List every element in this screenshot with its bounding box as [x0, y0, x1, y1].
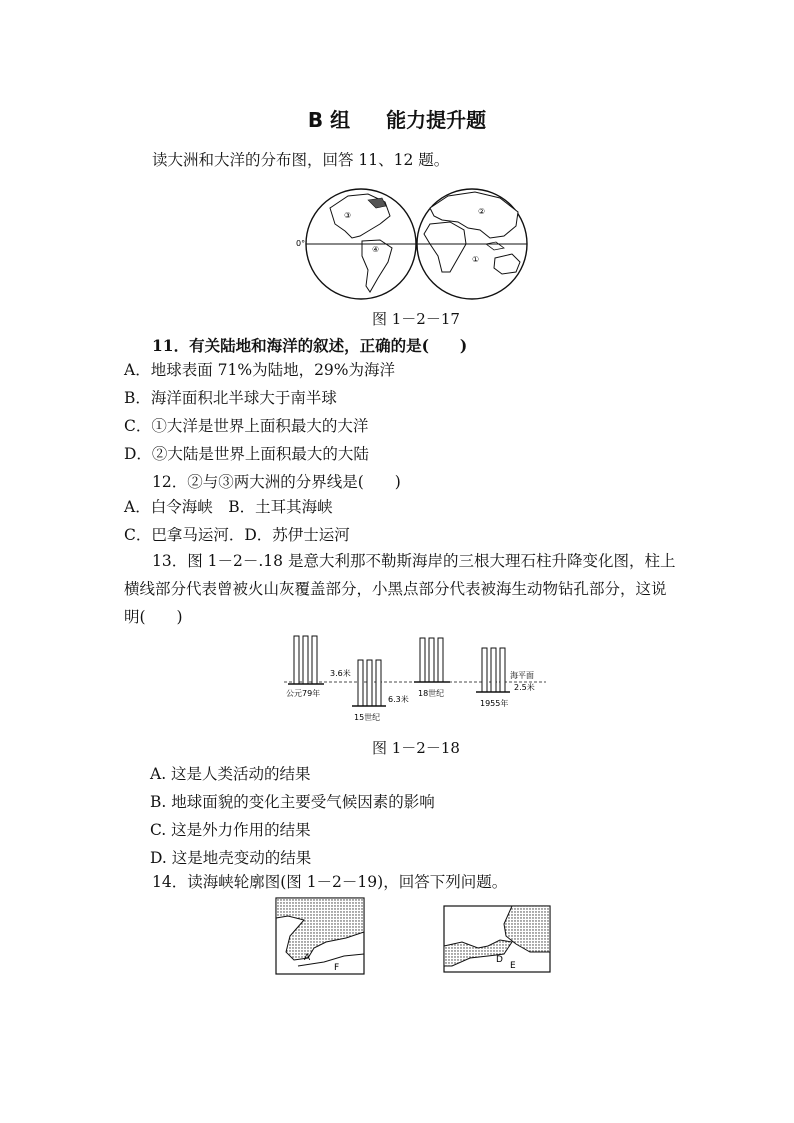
q11-options [124, 356, 395, 468]
marker-3: ③ [344, 211, 352, 220]
equator-label: 0° [296, 239, 306, 248]
label-1955: 1955年 [480, 699, 509, 708]
strait-map-left [276, 898, 364, 974]
q12-options-row1: A．白令海峡 B．土耳其海峡 [124, 498, 333, 516]
q11-option-a: A．地球表面 71%为陆地，29%为海洋 [124, 361, 396, 379]
q11-option-d: D．②大陆是世界上面积最大的大陆 [124, 445, 369, 463]
q12-stem: 12．②与③两大洲的分界线是( ) [152, 473, 401, 491]
q13-line2: 横线部分代表曾被火山灰覆盖部分，小黑点部分代表被海生动物钻孔部分，这说 [124, 580, 667, 598]
group-name: 能力提升题 [386, 108, 487, 132]
marker-2: ② [478, 207, 486, 216]
q11-option-c: C．①大洋是世界上面积最大的大洋 [124, 417, 369, 435]
q13-option-d: D. 这是地壳变动的结果 [150, 849, 312, 867]
label-2-5m: 2.5米 [514, 683, 535, 692]
label-d: D [496, 955, 503, 965]
q11-stem: 11．有关陆地和海洋的叙述，正确的是( ) [152, 336, 468, 355]
marker-1: ① [472, 255, 480, 264]
q13-options [150, 760, 435, 872]
q13-line3: 明( ) [124, 608, 183, 626]
q13-option-c: C. 这是外力作用的结果 [150, 821, 311, 839]
label-f: F [334, 963, 340, 973]
figure-straits [274, 896, 554, 978]
q13-option-a: A. 这是人类活动的结果 [150, 765, 311, 783]
group-label: B 组 [307, 108, 351, 132]
figure-columns [284, 632, 554, 728]
label-e: E [510, 961, 516, 971]
intro-11-12: 读大洲和大洋的分布图，回答 11、12 题。 [152, 151, 450, 169]
columns-1955 [476, 648, 535, 708]
q13-stem [124, 547, 684, 631]
label-ad79: 公元79年 [286, 689, 321, 698]
columns-18c [414, 638, 450, 698]
figure17-caption: 图 1－2－17 [372, 310, 460, 328]
columns-15c [352, 660, 409, 722]
figure18-caption: 图 1－2－18 [372, 739, 460, 757]
label-a: A [304, 953, 311, 963]
label-sea-level: 海平面 [510, 671, 534, 680]
label-15c: 15世纪 [354, 713, 381, 722]
q13-option-b: B. 地球面貌的变化主要受气候因素的影响 [150, 793, 435, 811]
label-6-3m: 6.3米 [388, 695, 409, 704]
label-18c: 18世纪 [418, 689, 445, 698]
section-title [0, 104, 794, 133]
q13-line1: 13．图 1－2－.18 是意大利那不勒斯海岸的三根大理石柱升降变化图，柱上 [152, 552, 676, 570]
label-3-6m: 3.6米 [330, 669, 351, 678]
columns-ad79 [286, 636, 351, 698]
figure-hemispheres [290, 186, 540, 302]
marker-4: ④ [372, 245, 380, 254]
strait-map-right [444, 906, 550, 972]
q12-options-row2: C．巴拿马运河．D．苏伊士运河 [124, 526, 350, 544]
q11-option-b: B．海洋面积北半球大于南半球 [124, 389, 337, 407]
q14-stem: 14．读海峡轮廓图(图 1－2－19)，回答下列问题。 [152, 873, 508, 891]
q12-options [124, 493, 350, 549]
